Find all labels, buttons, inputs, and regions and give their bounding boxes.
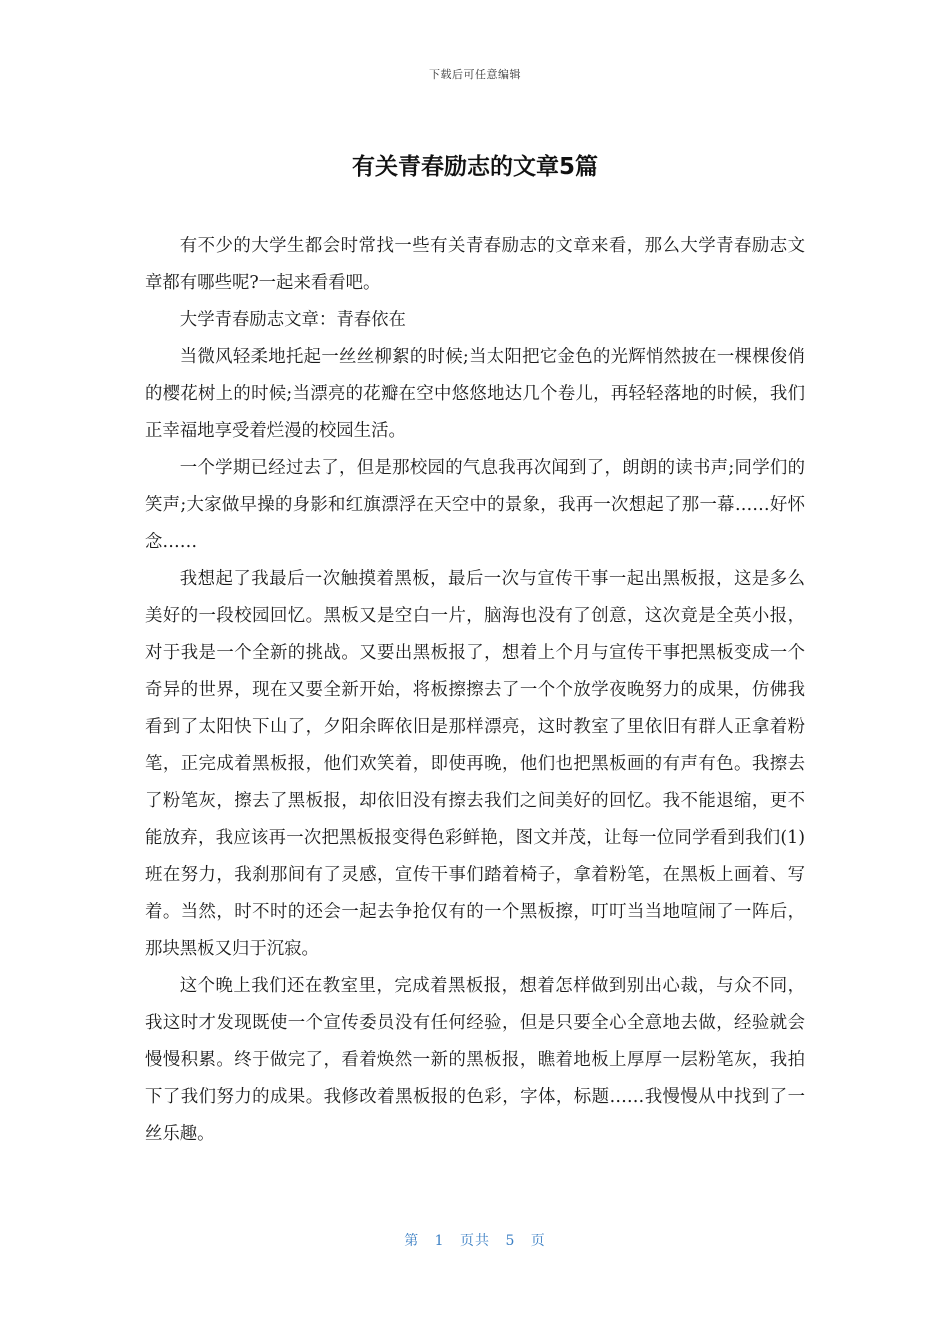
paragraph: 当微风轻柔地托起一丝丝柳絮的时候;当太阳把它金色的光辉悄然披在一棵棵俊俏的樱花树上的时候;当漂亮的花瓣在空中悠悠地达几个卷儿，再轻轻落地的时候，我们正幸福地享受着烂漫的校园生活。 xyxy=(145,347,805,441)
paragraph-subheading: 大学青春励志文章：青春依在 xyxy=(179,310,406,330)
paragraph: 这个晚上我们还在教室里，完成着黑板报，想着怎样做到别出心裁，与众不同，我这时才发现既使一个宣传委员没有任何经验，但是只要全心全意地去做，经验就会慢慢积累。终于做完了，看着焕然一新的黑板报，瞧着地板上厚厚一层粉笔灰，我拍下了我们努力的成果。我修改着黑板报的色彩，字体，标题……我慢慢从中找到了一丝乐趣。 xyxy=(145,976,805,1144)
page-number: 第 1 页共 5 页 xyxy=(404,1233,546,1249)
paragraph: 我想起了我最后一次触摸着黑板，最后一次与宣传干事一起出黑板报，这是多么美好的一段校园回忆。黑板又是空白一片，脑海也没有了创意，这次竟是全英小报，对于我是一个全新的挑战。又要出黑板报了，想着上个月与宣传干事把黑板变成一个奇异的世界，现在又要全新开始，将板擦擦去了一个个放学夜晚努力的成果，仿佛我看到了太阳快下山了，夕阳余晖依旧是那样漂亮，这时教室了里依旧有群人正拿着粉笔，正完成着黑板报，他们欢笑着，即使再晚，他们也把黑板画的有声有色。我擦去了粉笔灰，擦去了黑板报，却依旧没有擦去我们之间美好的回忆。我不能退缩，更不能放弃，我应该再一次把黑板报变得色彩鲜艳，图文并茂，让每一位同学看到我们(1)班在努力，我刹那间有了灵感，宣传干事们踏着椅子，拿着粉笔，在黑板上画着、写着。当然，时不时的还会一起去争抢仅有的一个黑板擦，叮叮当当地喧闹了一阵后，那块黑板又归于沉寂。 xyxy=(145,569,805,959)
document-title: 有关青春励志的文章5篇 xyxy=(351,154,598,180)
paragraph: 一个学期已经过去了，但是那校园的气息我再次闻到了，朗朗的读书声;同学们的笑声;大家做早操的身影和红旗漂浮在天空中的景象，我再一次想起了那一幕……好怀念…… xyxy=(145,458,805,552)
paragraph-intro: 有不少的大学生都会时常找一些有关青春励志的文章来看，那么大学青春励志文章都有哪些呢?一起来看看吧。 xyxy=(145,236,805,293)
page-header-note: 下载后可任意编辑 xyxy=(429,68,521,81)
document-body xyxy=(145,228,805,1153)
